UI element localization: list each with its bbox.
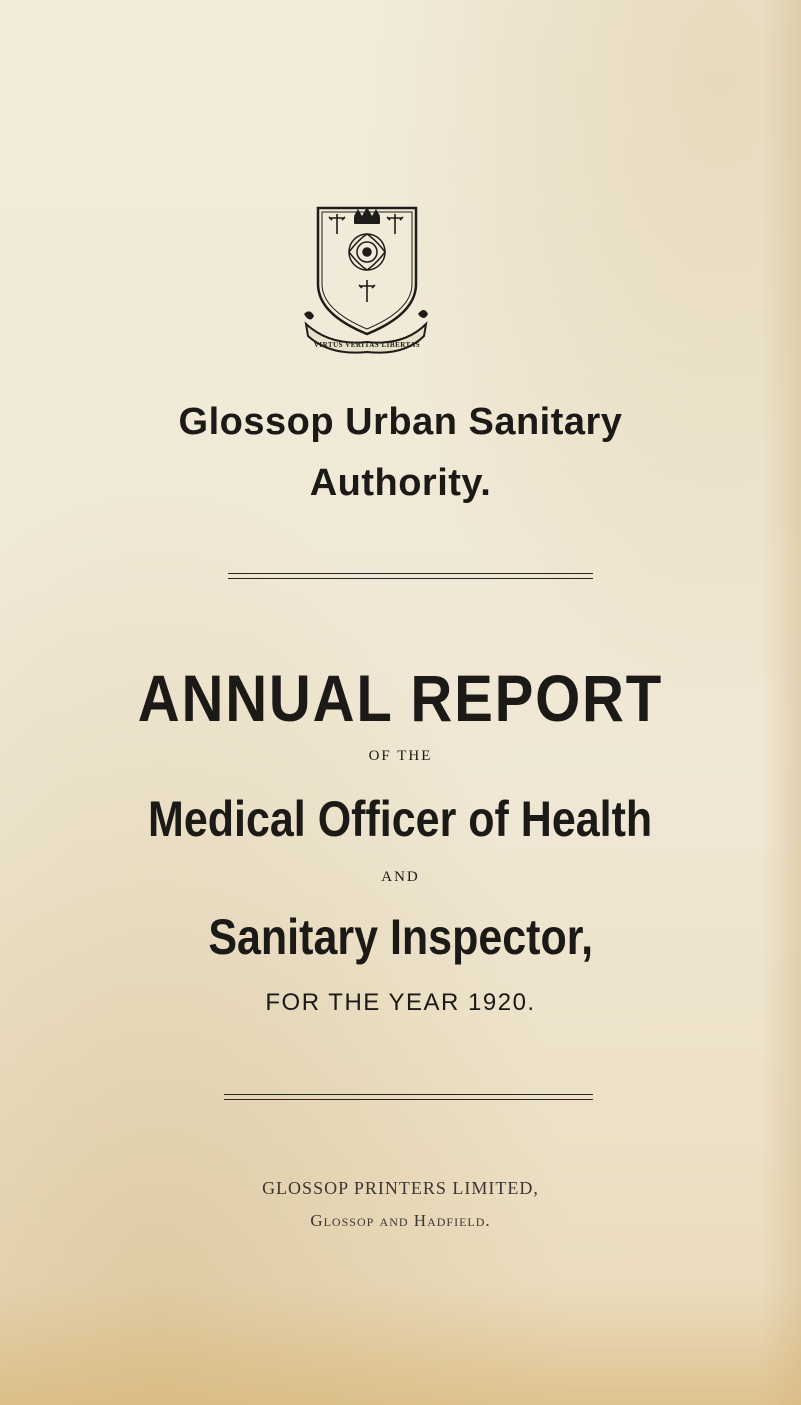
authority-name-line1: Glossop Urban Sanitary — [178, 401, 623, 443]
authority-name-line2: Authority. — [309, 462, 492, 504]
subject-medical-officer — [0, 790, 801, 848]
and-text: AND — [381, 869, 420, 885]
borough-arms-icon — [300, 196, 432, 358]
paper-bottom-stain — [0, 1285, 801, 1405]
report-title — [0, 660, 801, 736]
subject-sanitary-inspector-text: Sanitary Inspector, — [208, 909, 593, 965]
report-year: FOR THE YEAR 1920. — [265, 989, 536, 1016]
subject-medical-officer-text: Medical Officer of Health — [148, 791, 653, 847]
double-rule-divider — [228, 573, 593, 579]
of-the-text: OF THE — [368, 748, 433, 764]
printer-place: Glossop and Hadfield. — [310, 1211, 491, 1230]
printer-name: GLOSSOP PRINTERS LIMITED, — [262, 1178, 539, 1198]
crest-motto: VIRTUS VERITAS LIBERTAS — [313, 341, 421, 349]
double-rule-divider-bottom — [224, 1094, 593, 1100]
subject-sanitary-inspector — [0, 908, 801, 966]
report-title-text: ANNUAL REPORT — [137, 661, 664, 735]
